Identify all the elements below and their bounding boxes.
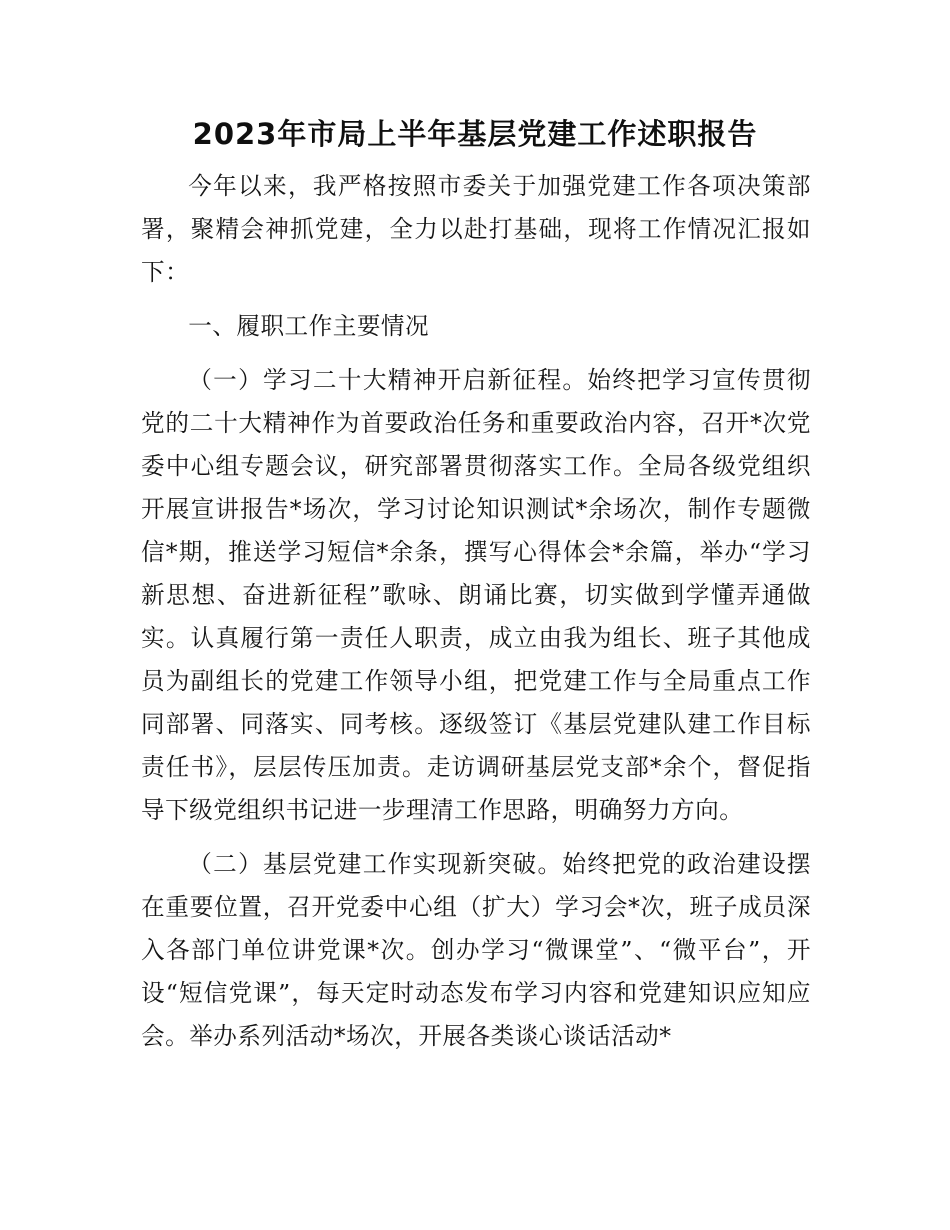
subsection-paragraph-1: （一）学习二十大精神开启新征程。始终把学习宣传贯彻党的二十大精神作为首要政治任务和重要政治内容，召开*次党委中心组专题会议，研究部署贯彻落实工作。全局各级党组织开展宣讲报告*场次，学习讨论知识测试*余场次，制作专题微信*期，推送学习短信*余条，撰写心得体会*余篇，举办“学习新思想、奋进新征程”歌咏、朗诵比赛，切实做到学懂弄通做实。认真履行第一责任人职责，成立由我为组长、班子其他成员为副组长的党建工作领导小组，把党建工作与全局重点工作同部署、同落实、同考核。逐级签订《基层党建队建工作目标责任书》，层层传压加责。走访调研基层党支部*余个，督促指导下级党组织书记进一步理清工作思路，明确努力方向。: [141, 366, 811, 824]
document-title: 2023年市局上半年基层党建工作述职报告: [192, 117, 758, 151]
intro-paragraph: 今年以来，我严格按照市委关于加强党建工作各项决策部署，聚精会神抓党建，全力以赴打基础，现将工作情况汇报如下：: [141, 172, 811, 286]
section-heading: 一、履职工作主要情况: [188, 312, 430, 340]
subsection-paragraph-2: （二）基层党建工作实现新突破。始终把党的政治建设摆在重要位置，召开党委中心组（扩大）学习会*次，班子成员深入各部门单位讲党课*次。创办学习“微课堂”、“微平台”，开设“短信党课”，每天定时动态发布学习内容和党建知识应知应会。举办系列活动*场次，开展各类谈心谈话活动*: [141, 850, 811, 1050]
document-body: [141, 165, 811, 1058]
